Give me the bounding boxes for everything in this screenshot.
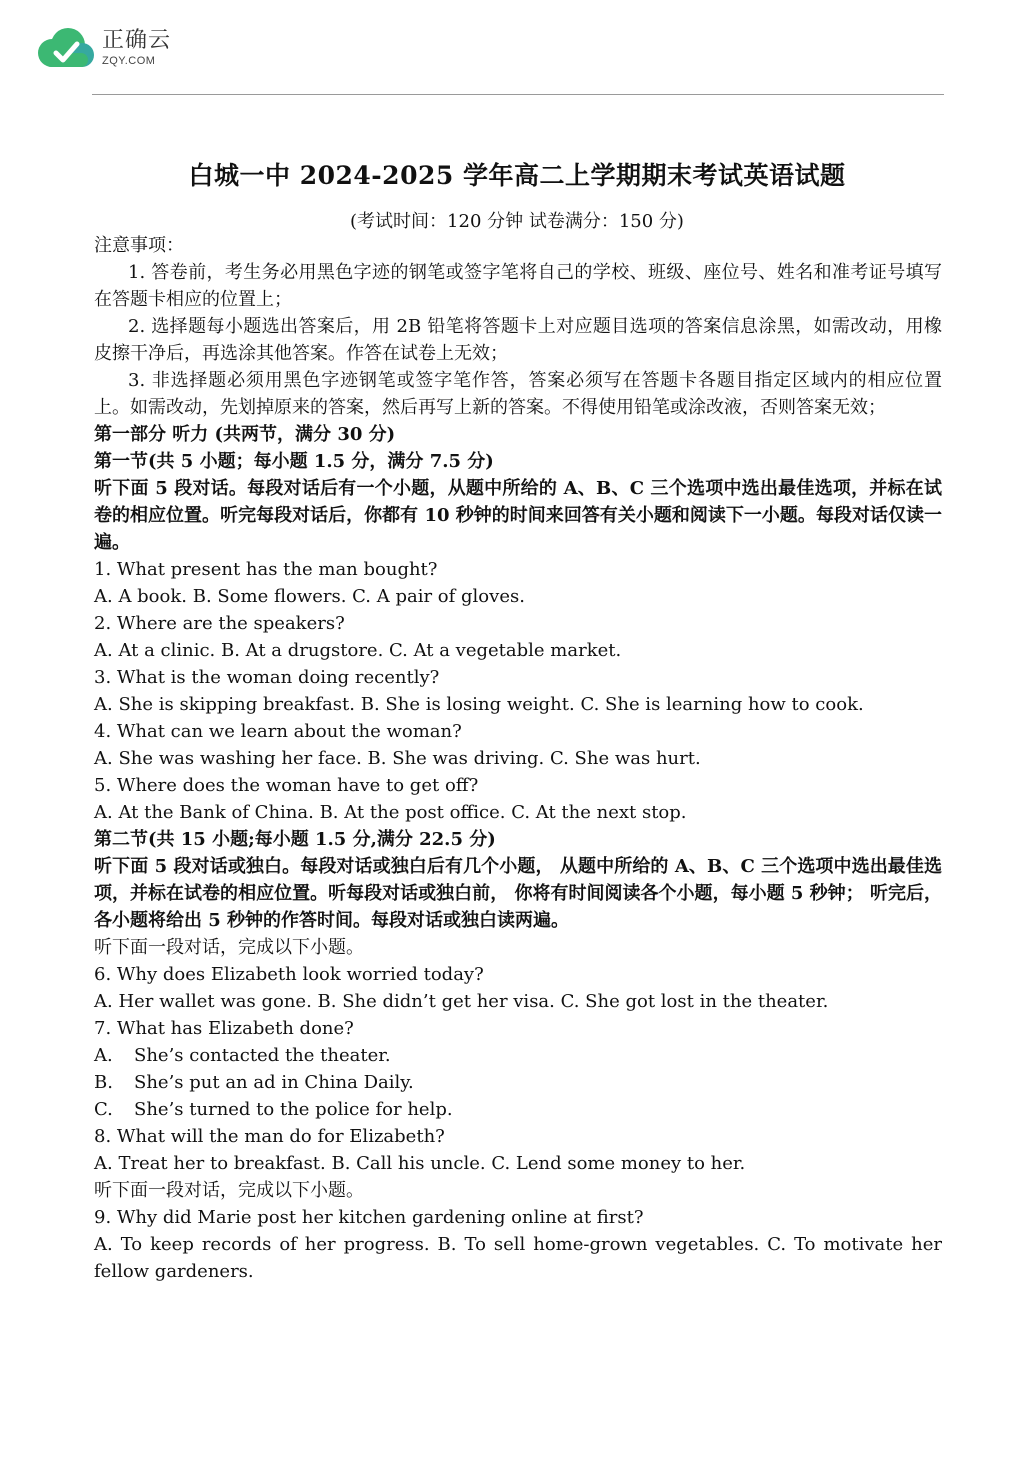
notice-heading: 注意事项： (94, 235, 184, 256)
question-1-options: A. A book. B. Some flowers. C. A pair of gloves. (94, 586, 525, 607)
question-6-options: A. Her wallet was gone. B. She didn’t get her visa. C. She got lost in the theater. (94, 991, 829, 1012)
section1-instructions: 听下面 5 段对话。每段对话后有一个小题，从题中所给的 A、B、C 三个选项中选出最佳选项，并标在试卷的相应位置。听完每段对话后，你都有 10 秒钟的时间来回答有关小题和阅读下一小题。每段对话仅读一遍。 (94, 478, 942, 553)
part1-heading: 第一部分 听力 (共两节，满分 30 分) (94, 424, 396, 445)
question-8-options: A. Treat her to breakfast. B. Call his uncle. C. Lend some money to her. (94, 1153, 746, 1174)
option-text: She’s turned to the police for help. (134, 1099, 453, 1120)
option-label: B. (94, 1072, 113, 1093)
brand-name-cn: 正确云 (102, 27, 172, 53)
dialogue-intro-1: 听下面一段对话，完成以下小题。 (94, 937, 364, 958)
option-label: C. (94, 1099, 113, 1120)
question-3: 3. What is the woman doing recently? (94, 667, 440, 688)
question-3-options: A. She is skipping breakfast. B. She is losing weight. C. She is learning how to cook. (94, 694, 864, 715)
question-9: 9. Why did Marie post her kitchen gardening online at first? (94, 1207, 644, 1228)
option-text: She’s contacted the theater. (134, 1045, 391, 1066)
dialogue-intro-2: 听下面一段对话，完成以下小题。 (94, 1180, 364, 1201)
exam-content (94, 232, 942, 1285)
notice-item-1: 1. 答卷前，考生务必用黑色字迹的钢笔或签字笔将自己的学校、班级、座位号、姓名和准考证号填写在答题卡相应的位置上； (94, 262, 942, 310)
notice-item-3: 3. 非选择题必须用黑色字迹钢笔或签字笔作答，答案必须写在答题卡各题目指定区域内的相应位置上。如需改动，先划掉原来的答案，然后再写上新的答案。不得使用铅笔或涂改液，否则答案无效； (94, 370, 942, 418)
exam-subtitle: (考试时间：120 分钟 试卷满分：150 分) (350, 211, 684, 232)
cloud-check-logo-icon (30, 23, 96, 73)
question-2: 2. Where are the speakers? (94, 613, 345, 634)
notice-item-2: 2. 选择题每小题选出答案后，用 2B 铅笔将答题卡上对应题目选项的答案信息涂黑，如需改动，用橡皮擦干净后，再选涂其他答案。作答在试卷上无效； (94, 316, 942, 364)
question-8: 8. What will the man do for Elizabeth? (94, 1126, 445, 1147)
question-4: 4. What can we learn about the woman? (94, 721, 462, 742)
brand-header (30, 22, 171, 74)
question-7: 7. What has Elizabeth done? (94, 1018, 354, 1039)
question-1: 1. What present has the man bought? (94, 559, 438, 580)
question-7-option-b (94, 1069, 942, 1096)
question-5-options: A. At the Bank of China. B. At the post office. C. At the next stop. (94, 802, 687, 823)
brand-name-en: ZQY.COM (102, 54, 156, 67)
question-5: 5. Where does the woman have to get off? (94, 775, 479, 796)
question-6: 6. Why does Elizabeth look worried today? (94, 964, 484, 985)
option-label: A. (94, 1045, 113, 1066)
exam-title: 白城一中 2024-2025 学年高二上学期期末考试英语试题 (188, 161, 846, 190)
question-7-option-a (94, 1042, 942, 1069)
header-divider (92, 94, 944, 95)
section2-instructions: 听下面 5 段对话或独白。每段对话或独白后有几个小题， 从题中所给的 A、B、C 三个选项中选出最佳选项，并标在试卷的相应位置。听每段对话或独白前， 你将有时间阅读各个小题，每小题 5 秒钟； 听完后，各小题将给出 5 秒钟的作答时间。每段对话或独白读两遍。 (94, 856, 942, 931)
question-9-options: A. To keep records of her progress. B. To sell home-grown vegetables. C. To motivate her fellow gardeners. (94, 1234, 942, 1282)
section1-heading: 第一节(共 5 小题；每小题 1.5 分，满分 7.5 分) (94, 451, 494, 472)
question-7-option-c (94, 1096, 942, 1123)
question-2-options: A. At a clinic. B. At a drugstore. C. At a vegetable market. (94, 640, 622, 661)
section2-heading: 第二节(共 15 小题;每小题 1.5 分,满分 22.5 分) (94, 829, 496, 850)
question-4-options: A. She was washing her face. B. She was driving. C. She was hurt. (94, 748, 701, 769)
option-text: She’s put an ad in China Daily. (134, 1072, 414, 1093)
